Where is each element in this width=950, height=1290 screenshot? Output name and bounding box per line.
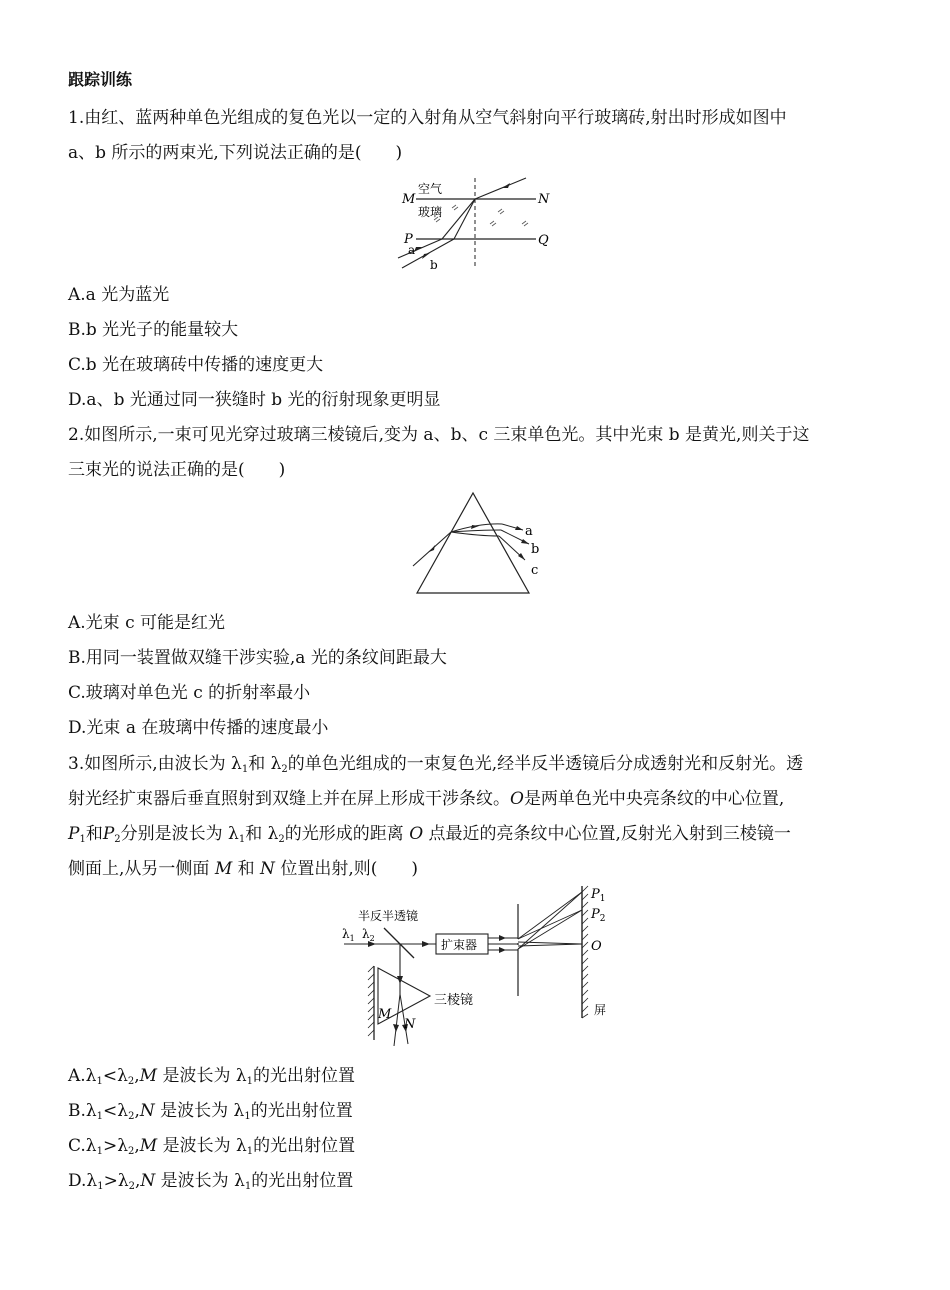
q3-option-b: $B.\lambda_1<\lambda_2,N$ 是波长为 $\lambda_1$的光出射位置 bbox=[68, 1101, 353, 1122]
q2-option-b: B.用同一装置做双缝干涉实验,a 光的条纹间距最大 bbox=[68, 648, 447, 668]
q2-stem-line1: 2.如图所示,一束可见光穿过玻璃三棱镜后,变为 a、b、c 三束单色光。其中光束 b 是黄光,则关于这 bbox=[68, 425, 810, 445]
label-prism: 三棱镜 bbox=[434, 993, 474, 1008]
q1-glass-slab-figure bbox=[390, 176, 560, 274]
label-b: b bbox=[430, 258, 438, 272]
label-n: N bbox=[404, 1017, 416, 1032]
q3-stem-line1: 3.如图所示,由波长为 $\lambda_1$和 $\lambda_2$的单色光组成的一束复色光,经半反半透镜后分成透射光和反射光。透 bbox=[68, 754, 804, 775]
label-lambda2: $\lambda_2$ bbox=[362, 927, 375, 943]
label-screen: 屏 bbox=[594, 1003, 607, 1017]
q1-stem-line2: a、b 所示的两束光,下列说法正确的是( ) bbox=[68, 143, 403, 163]
q3-stem-line4: 侧面上,从另一侧面 M 和 N 位置出射,则( ) bbox=[68, 859, 418, 879]
q3-stem-line3: $P_1$和$P_2$分别是波长为 $\lambda_1$和 $\lambda_2$的光形成的距离 O 点最近的亮条纹中心位置,反射光入射到三棱镜一 bbox=[68, 824, 791, 845]
label-q: Q bbox=[538, 233, 549, 248]
q2-option-d: D.光束 a 在玻璃中传播的速度最小 bbox=[68, 718, 329, 738]
label-lambda1: $\lambda_1$ bbox=[342, 927, 355, 943]
q1-option-b: B.b 光光子的能量较大 bbox=[68, 320, 239, 340]
label-expander: 扩束器 bbox=[441, 938, 478, 952]
q1-option-d: D.a、b 光通过同一狭缝时 b 光的衍射现象更明显 bbox=[68, 390, 441, 410]
section-heading: 跟踪训练 bbox=[68, 70, 133, 89]
q2-option-a: A.光束 c 可能是红光 bbox=[68, 613, 226, 633]
label-a: a bbox=[525, 524, 533, 539]
label-air: 空气 bbox=[418, 182, 443, 196]
label-c: c bbox=[531, 563, 539, 578]
label-p1: $P_1$ bbox=[591, 887, 606, 904]
q2-prism-figure bbox=[405, 490, 555, 598]
q1-stem-line1: 1.由红、蓝两种单色光组成的复色光以一定的入射角从空气斜射向平行玻璃砖,射出时形成如图中 bbox=[68, 108, 787, 128]
label-m: M bbox=[402, 192, 416, 207]
label-n: N bbox=[538, 192, 550, 207]
q1-option-a: A.a 光为蓝光 bbox=[68, 285, 170, 305]
q3-option-c: $C.\lambda_1>\lambda_2,M$ 是波长为 $\lambda_1$的光出射位置 bbox=[68, 1136, 356, 1157]
label-p: P bbox=[404, 232, 413, 247]
label-half-mirror: 半反半透镜 bbox=[358, 909, 419, 923]
q3-stem-line2: 射光经扩束器后垂直照射到双缝上并在屏上形成干涉条纹。O是两单色光中央亮条纹的中心位置, bbox=[68, 789, 785, 809]
q3-apparatus-figure bbox=[338, 884, 618, 1050]
q3-option-a: $A.\lambda_1<\lambda_2,M$ 是波长为 $\lambda_1$的光出射位置 bbox=[68, 1066, 356, 1087]
label-a: a bbox=[408, 243, 416, 257]
label-glass: 玻璃 bbox=[418, 205, 443, 219]
label-p2: $P_2$ bbox=[591, 907, 606, 924]
q2-stem-line2: 三束光的说法正确的是( ) bbox=[68, 460, 286, 480]
q1-option-c: C.b 光在玻璃砖中传播的速度更大 bbox=[68, 355, 324, 375]
label-m: M bbox=[378, 1007, 392, 1022]
q3-option-d: $D.\lambda_1>\lambda_2,N$ 是波长为 $\lambda_1$的光出射位置 bbox=[68, 1171, 354, 1192]
label-b: b bbox=[531, 542, 540, 557]
label-o: O bbox=[591, 939, 602, 954]
q2-option-c: C.玻璃对单色光 c 的折射率最小 bbox=[68, 683, 311, 703]
